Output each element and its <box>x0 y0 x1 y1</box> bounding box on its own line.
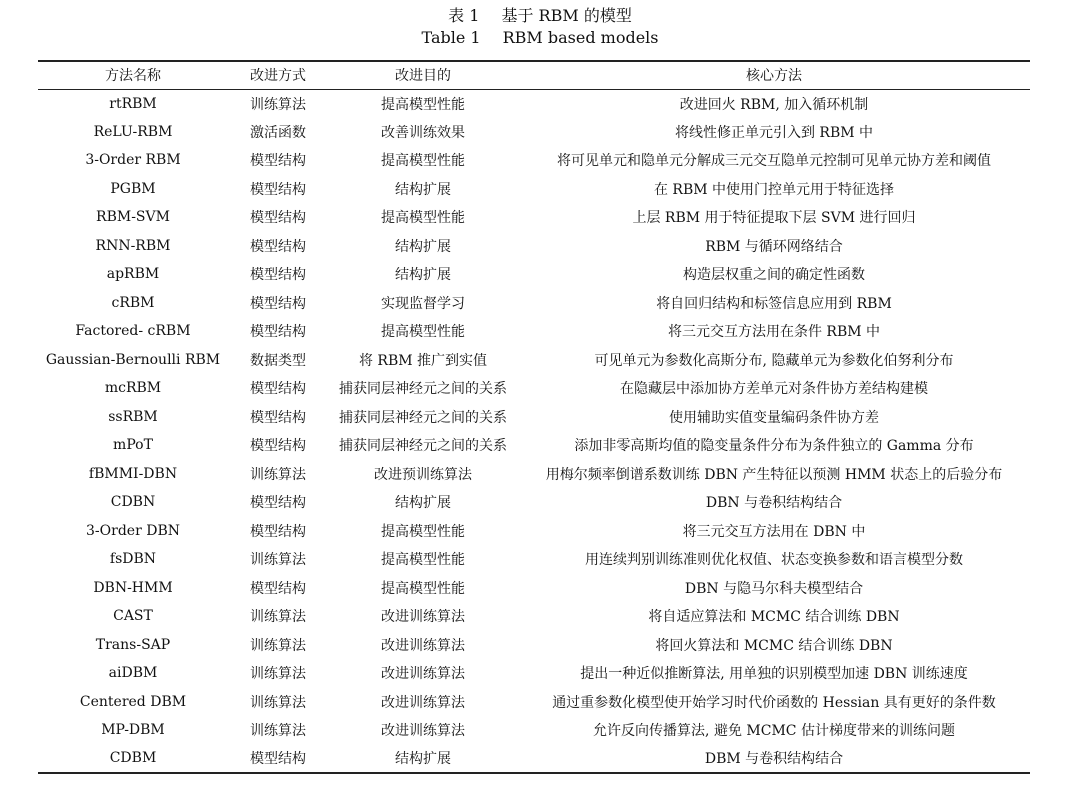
method-name-cell: RBM-SVM <box>96 209 170 226</box>
improvement-goal-cell: 改进训练算法 <box>381 666 465 683</box>
method-name-cell: 3-Order DBN <box>86 522 180 539</box>
method-name-cell: ReLU-RBM <box>93 123 173 140</box>
table-caption-cn <box>0 5 1080 27</box>
method-name-cell: fsDBN <box>109 551 157 568</box>
table-row <box>38 545 1030 574</box>
improvement-goal-cell: 捕获同层神经元之间的关系 <box>339 409 507 426</box>
core-method-cell: DBM 与卷积结构结合 <box>518 745 1030 774</box>
method-name-cell: aiDBM <box>108 665 158 682</box>
method-name-cell: Gaussian-Bernoulli RBM <box>45 351 221 368</box>
improvement-type-cell: 模型结构 <box>250 381 306 398</box>
improvement-type-cell: 训练算法 <box>250 609 306 626</box>
method-name-cell: DBN-HMM <box>93 579 173 596</box>
table-row <box>38 659 1030 688</box>
table-row <box>38 118 1030 147</box>
caption-cn-label: 表 1 <box>448 6 480 25</box>
improvement-type-cell: 模型结构 <box>250 210 306 227</box>
improvement-type-cell: 训练算法 <box>250 723 306 740</box>
improvement-type-cell: 模型结构 <box>250 580 306 597</box>
improvement-type-cell: 数据类型 <box>250 352 306 369</box>
table-row <box>38 488 1030 517</box>
header-improvement-type: 改进方式 <box>228 61 328 89</box>
table-row <box>38 346 1030 375</box>
table-row <box>38 289 1030 318</box>
improvement-type-cell: 模型结构 <box>250 523 306 540</box>
table-row <box>38 260 1030 289</box>
improvement-goal-cell: 结构扩展 <box>395 267 451 284</box>
table-row <box>38 517 1030 546</box>
core-method-cell: 使用辅助实值变量编码条件协方差 <box>669 409 879 426</box>
core-method-cell: 在 RBM 中使用门控单元用于特征选择 <box>653 181 895 198</box>
core-method-cell: 将回火算法和 MCMC 结合训练 DBN <box>655 637 893 654</box>
improvement-goal-cell: 改进训练算法 <box>381 723 465 740</box>
core-method-cell: DBN 与卷积结构结合 <box>705 495 843 512</box>
core-method-cell: 通过重参数化模型使开始学习时代价函数的 Hessian 具有更好的条件数 <box>552 694 996 711</box>
improvement-type-cell: 模型结构 <box>250 495 306 512</box>
method-name-cell: fBMMI-DBN <box>88 465 178 482</box>
table-row <box>38 317 1030 346</box>
table-row <box>38 688 1030 717</box>
core-method-cell: 可见单元为参数化高斯分布, 隐藏单元为参数化伯努利分布 <box>594 352 954 369</box>
core-method-cell: 将线性修正单元引入到 RBM 中 <box>674 124 874 141</box>
caption-en-title: RBM based models <box>502 28 659 47</box>
improvement-goal-cell: 提高模型性能 <box>381 552 465 569</box>
improvement-type-cell: 模型结构 <box>250 181 306 198</box>
rbm-models-table <box>38 60 1030 774</box>
table-row <box>38 460 1030 489</box>
improvement-type-cell: 模型结构 <box>250 409 306 426</box>
improvement-type-cell: 模型结构 <box>250 438 306 455</box>
table-row <box>38 431 1030 460</box>
improvement-type-cell: 模型结构 <box>228 745 328 774</box>
improvement-type-cell: 模型结构 <box>250 295 306 312</box>
table-row <box>38 232 1030 261</box>
method-name-cell: ssRBM <box>108 408 158 425</box>
table-row <box>38 203 1030 232</box>
table-row <box>38 146 1030 175</box>
core-method-cell: 改进回火 RBM, 加入循环机制 <box>679 96 869 113</box>
improvement-type-cell: 模型结构 <box>250 238 306 255</box>
improvement-goal-cell: 改进训练算法 <box>381 609 465 626</box>
core-method-cell: 将三元交互方法用在 DBN 中 <box>682 523 866 540</box>
core-method-cell: 将自回归结构和标签信息应用到 RBM <box>656 295 892 312</box>
improvement-goal-cell: 改进训练算法 <box>381 694 465 711</box>
table-body <box>38 89 1030 773</box>
method-name-cell: apRBM <box>106 266 160 283</box>
method-name-cell: MP-DBM <box>101 722 165 739</box>
method-name-cell: RNN-RBM <box>95 237 171 254</box>
table-row <box>38 716 1030 745</box>
improvement-goal-cell: 结构扩展 <box>395 495 451 512</box>
method-name-cell: rtRBM <box>109 95 157 112</box>
method-name-cell: CDBM <box>38 745 228 774</box>
improvement-goal-cell: 改进预训练算法 <box>374 466 472 483</box>
improvement-type-cell: 训练算法 <box>250 552 306 569</box>
improvement-type-cell: 训练算法 <box>250 466 306 483</box>
table-row <box>38 745 1030 774</box>
method-name-cell: PGBM <box>110 180 156 197</box>
core-method-cell: 添加非零高斯均值的隐变量条件分布为条件独立的 Gamma 分布 <box>574 438 974 455</box>
improvement-goal-cell: 提高模型性能 <box>381 96 465 113</box>
header-improvement-goal: 改进目的 <box>328 61 518 89</box>
improvement-type-cell: 训练算法 <box>250 637 306 654</box>
method-name-cell: CAST <box>113 608 153 625</box>
improvement-goal-cell: 结构扩展 <box>395 181 451 198</box>
improvement-type-cell: 训练算法 <box>250 694 306 711</box>
method-name-cell: CDBN <box>110 494 156 511</box>
improvement-goal-cell: 提高模型性能 <box>381 153 465 170</box>
table-row <box>38 574 1030 603</box>
improvement-goal-cell: 提高模型性能 <box>381 324 465 341</box>
method-name-cell: mPoT <box>113 437 153 454</box>
core-method-cell: 将三元交互方法用在条件 RBM 中 <box>667 324 881 341</box>
caption-en-label: Table 1 <box>421 28 481 47</box>
core-method-cell: 将自适应算法和 MCMC 结合训练 DBN <box>648 609 900 626</box>
improvement-type-cell: 模型结构 <box>250 324 306 341</box>
improvement-type-cell: 模型结构 <box>250 153 306 170</box>
improvement-goal-cell: 改善训练效果 <box>381 124 465 141</box>
improvement-goal-cell: 改进训练算法 <box>381 637 465 654</box>
improvement-goal-cell: 捕获同层神经元之间的关系 <box>339 438 507 455</box>
caption-cn-title: 基于 RBM 的模型 <box>501 6 632 25</box>
improvement-goal-cell: 提高模型性能 <box>381 210 465 227</box>
table-row <box>38 175 1030 204</box>
improvement-goal-cell: 结构扩展 <box>328 745 518 774</box>
header-core-method: 核心方法 <box>518 61 1030 89</box>
improvement-type-cell: 训练算法 <box>250 96 306 113</box>
improvement-goal-cell: 结构扩展 <box>395 238 451 255</box>
core-method-cell: 用梅尔频率倒谱系数训练 DBN 产生特征以预测 HMM 状态上的后验分布 <box>545 466 1003 483</box>
core-method-cell: 上层 RBM 用于特征提取下层 SVM 进行回归 <box>632 210 916 227</box>
improvement-goal-cell: 捕获同层神经元之间的关系 <box>339 381 507 398</box>
core-method-cell: 将可见单元和隐单元分解成三元交互隐单元控制可见单元协方差和阈值 <box>557 153 991 170</box>
header-method-name: 方法名称 <box>38 61 228 89</box>
core-method-cell: 用连续判别训练准则优化权值、状态变换参数和语言模型分数 <box>585 552 963 569</box>
method-name-cell: 3-Order RBM <box>85 152 181 169</box>
table-row <box>38 602 1030 631</box>
core-method-cell: 构造层权重之间的确定性函数 <box>683 267 865 284</box>
improvement-type-cell: 模型结构 <box>250 267 306 284</box>
core-method-cell: 提出一种近似推断算法, 用单独的识别模型加速 DBN 训练速度 <box>580 666 968 683</box>
improvement-goal-cell: 提高模型性能 <box>381 523 465 540</box>
table-row <box>38 631 1030 660</box>
method-name-cell: mcRBM <box>104 380 162 397</box>
method-name-cell: Factored- cRBM <box>75 323 191 340</box>
table-caption-en <box>0 27 1080 49</box>
improvement-type-cell: 训练算法 <box>250 666 306 683</box>
table-row <box>38 374 1030 403</box>
improvement-goal-cell: 提高模型性能 <box>381 580 465 597</box>
core-method-cell: RBM 与循环网络结合 <box>705 238 843 255</box>
core-method-cell: 允许反向传播算法, 避免 MCMC 估计梯度带来的训练问题 <box>593 723 955 740</box>
improvement-goal-cell: 将 RBM 推广到实值 <box>358 352 488 369</box>
improvement-goal-cell: 实现监督学习 <box>381 295 465 312</box>
core-method-cell: DBN 与隐马尔科夫模型结合 <box>684 580 864 597</box>
method-name-cell: cRBM <box>111 294 155 311</box>
improvement-type-cell: 激活函数 <box>250 124 306 141</box>
method-name-cell: Trans-SAP <box>95 636 171 653</box>
header-row <box>38 61 1030 89</box>
table-row <box>38 403 1030 432</box>
table-row <box>38 89 1030 118</box>
method-name-cell: Centered DBM <box>79 693 187 710</box>
core-method-cell: 在隐藏层中添加协方差单元对条件协方差结构建模 <box>620 381 928 398</box>
